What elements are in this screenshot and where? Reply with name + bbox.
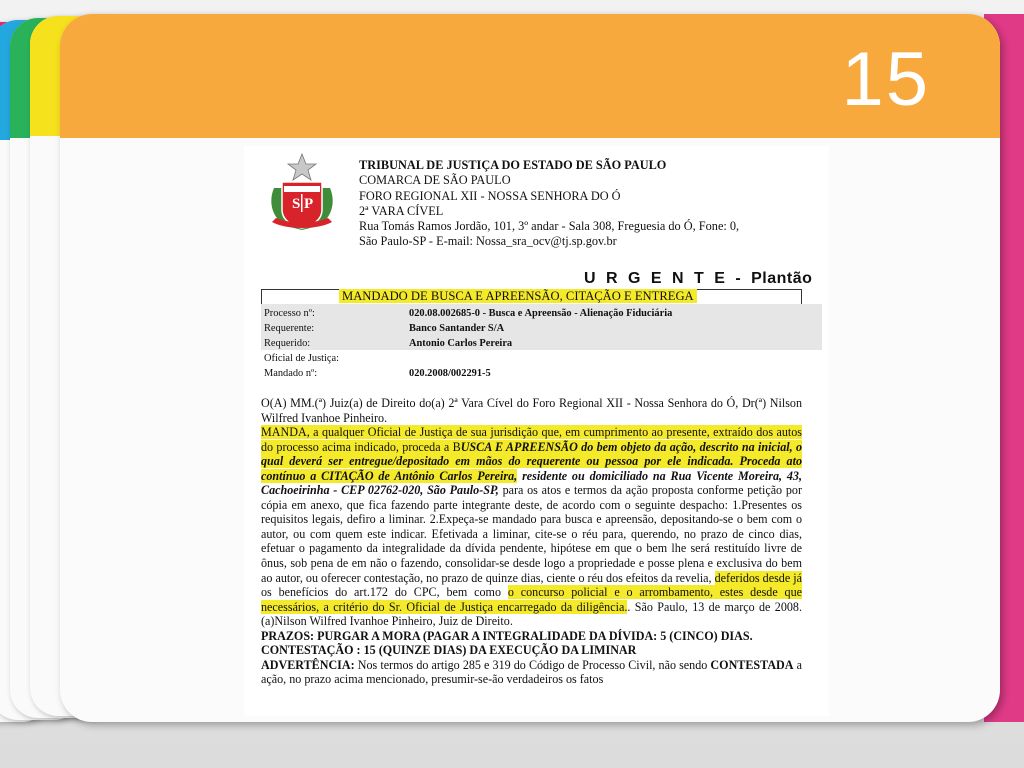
body-text: . São Paulo, 13 de março de 2008. (a)Nilson Wilfred Ivanhoe Pinheiro, Juiz de Direito. [261,599,803,629]
body-text: para os atos e termos da ação proposta conforme petição por cópia em anexo, que fica fazendo parte integrante deste, de acordo com o seguinte despacho: 1.Presentes os requisitos legais, defiro a liminar. 2.Expeça-se mandado para busca e apreensão, depositando-se o bem com o autor, ou com quem este indicar. Efetivada a liminar, cite-se o réu para, querendo, no prazo de cinco dias, efetuar o pagamento da integralidade da dívida pendente, hipótese em que o bem lhe será restituído livre de ônus, sob pena de em não o fazendo, consolidar-se desde logo a propriedade e posse plena e exclusiva do bem ao autor, ou oferecer contestação, no prazo de quinze dias, ciente o réu dos efeitos da revelia, [261,483,802,585]
scanned-document [244,146,829,716]
prazos-line: PRAZOS: PURGAR A MORA (PAGAR A INTEGRALIDADE DA DÍVIDA: 5 (CINCO) DIAS. [261,628,753,643]
sao-paulo-coat-of-arms-icon [266,152,338,232]
field-value: Banco Santander S/A [409,323,505,334]
court-foro: FORO REGIONAL XII - NOSSA SENHORA DO Ó [359,188,621,203]
case-fields [264,306,672,381]
advertencia-paragraph [261,658,802,687]
court-address: Rua Tomás Ramos Jordão, 101, 3º andar - Sala 308, Freguesia do Ó, Fone: 0, [359,219,740,234]
paragraph-manda [261,425,802,629]
court-vara: 2ª VARA CÍVEL [359,203,444,218]
document-title: MANDADO DE BUSCA E APREENSÃO, CITAÇÃO E ENTREGA [339,289,697,303]
field-key: Processo nº: [264,308,315,319]
field-key: Requerente: [264,323,315,334]
contestada-word: CONTESTADA [710,657,794,672]
svg-text:P: P [304,196,314,212]
address-text: residente ou domiciliado na Rua Vicente Moreira, 43, Cachoeirinha - CEP 02762-020, São Paulo-SP, [261,468,803,498]
court-name: TRIBUNAL DE JUSTIÇA DO ESTADO DE SÃO PAULO [359,158,667,172]
body-text: os benefícios do art.172 do CPC, bem como [261,585,508,600]
field-key: Oficial de Justiça: [264,353,340,364]
highlight-text: MANDA, a qualquer Oficial de Justiça de sua jurisdição que, em cumprimento ao presente, extraído dos autos do processo acima indicado, proceda a B [261,425,802,454]
slide-number: 15 [841,37,930,122]
advertencia-label: ADVERTÊNCIA: [261,657,355,672]
field-row [264,351,672,366]
body-text: a ação, no prazo acima mencionado, presumir-se-ão verdadeiros os fatos [261,657,802,687]
body-text: Nos termos do artigo 285 e 319 do Código de Processo Civil, não sendo [354,657,711,672]
plantao-label: Plantão [751,270,813,287]
document-body [261,396,802,687]
field-row [264,306,672,321]
court-contact: São Paulo-SP - E-mail: Nossa_sra_ocv@tj.sp.gov.br [359,234,617,249]
paragraph-judge: O(A) MM.(ª) Juiz(a) de Direito do(a) 2ª Vara Cível do Foro Regional XII - Nossa Senhora do Ó, Dr(ª) Nilson Wilfred Ivanhoe Pinheiro. [261,396,802,425]
urgent-label: U R G E N T E - Plantão [584,270,813,287]
highlight-text: o concurso policial e o arrombamento, estes desde que necessários, a critério do Sr. Oficial de Justiça encarregado da diligência. [261,585,802,614]
highlight-text: deferidos desde já [714,570,802,585]
court-comarca: COMARCA DE SÃO PAULO [359,173,511,188]
field-row [264,366,672,381]
contestacao-line: CONTESTAÇÃO : 15 (QUINZE DIAS) DA EXECUÇÃO DA LIMINAR [261,643,637,658]
field-key: Mandado nº: [264,368,318,379]
svg-text:S: S [292,196,301,212]
court-header [359,158,739,250]
field-row [264,336,672,351]
slide-header [60,14,1000,138]
field-value: 020.2008/002291-5 [409,368,491,379]
field-value: 020.08.002685-0 - Busca e Apreensão - Alienação Fiduciária [409,308,673,319]
highlight-text: USCA E APREENSÃO do bem objeto da ação, descrito na inicial, o qual deverá ser entregue/depositado em mãos do requerente ou pessoa por ele indicada. Proceda ato contínuo a CITAÇÃO de Antônio Carlos Pereira, [261,439,803,483]
field-key: Requerido: [264,338,311,349]
field-value: Antonio Carlos Pereira [409,338,513,349]
field-row [264,321,672,336]
